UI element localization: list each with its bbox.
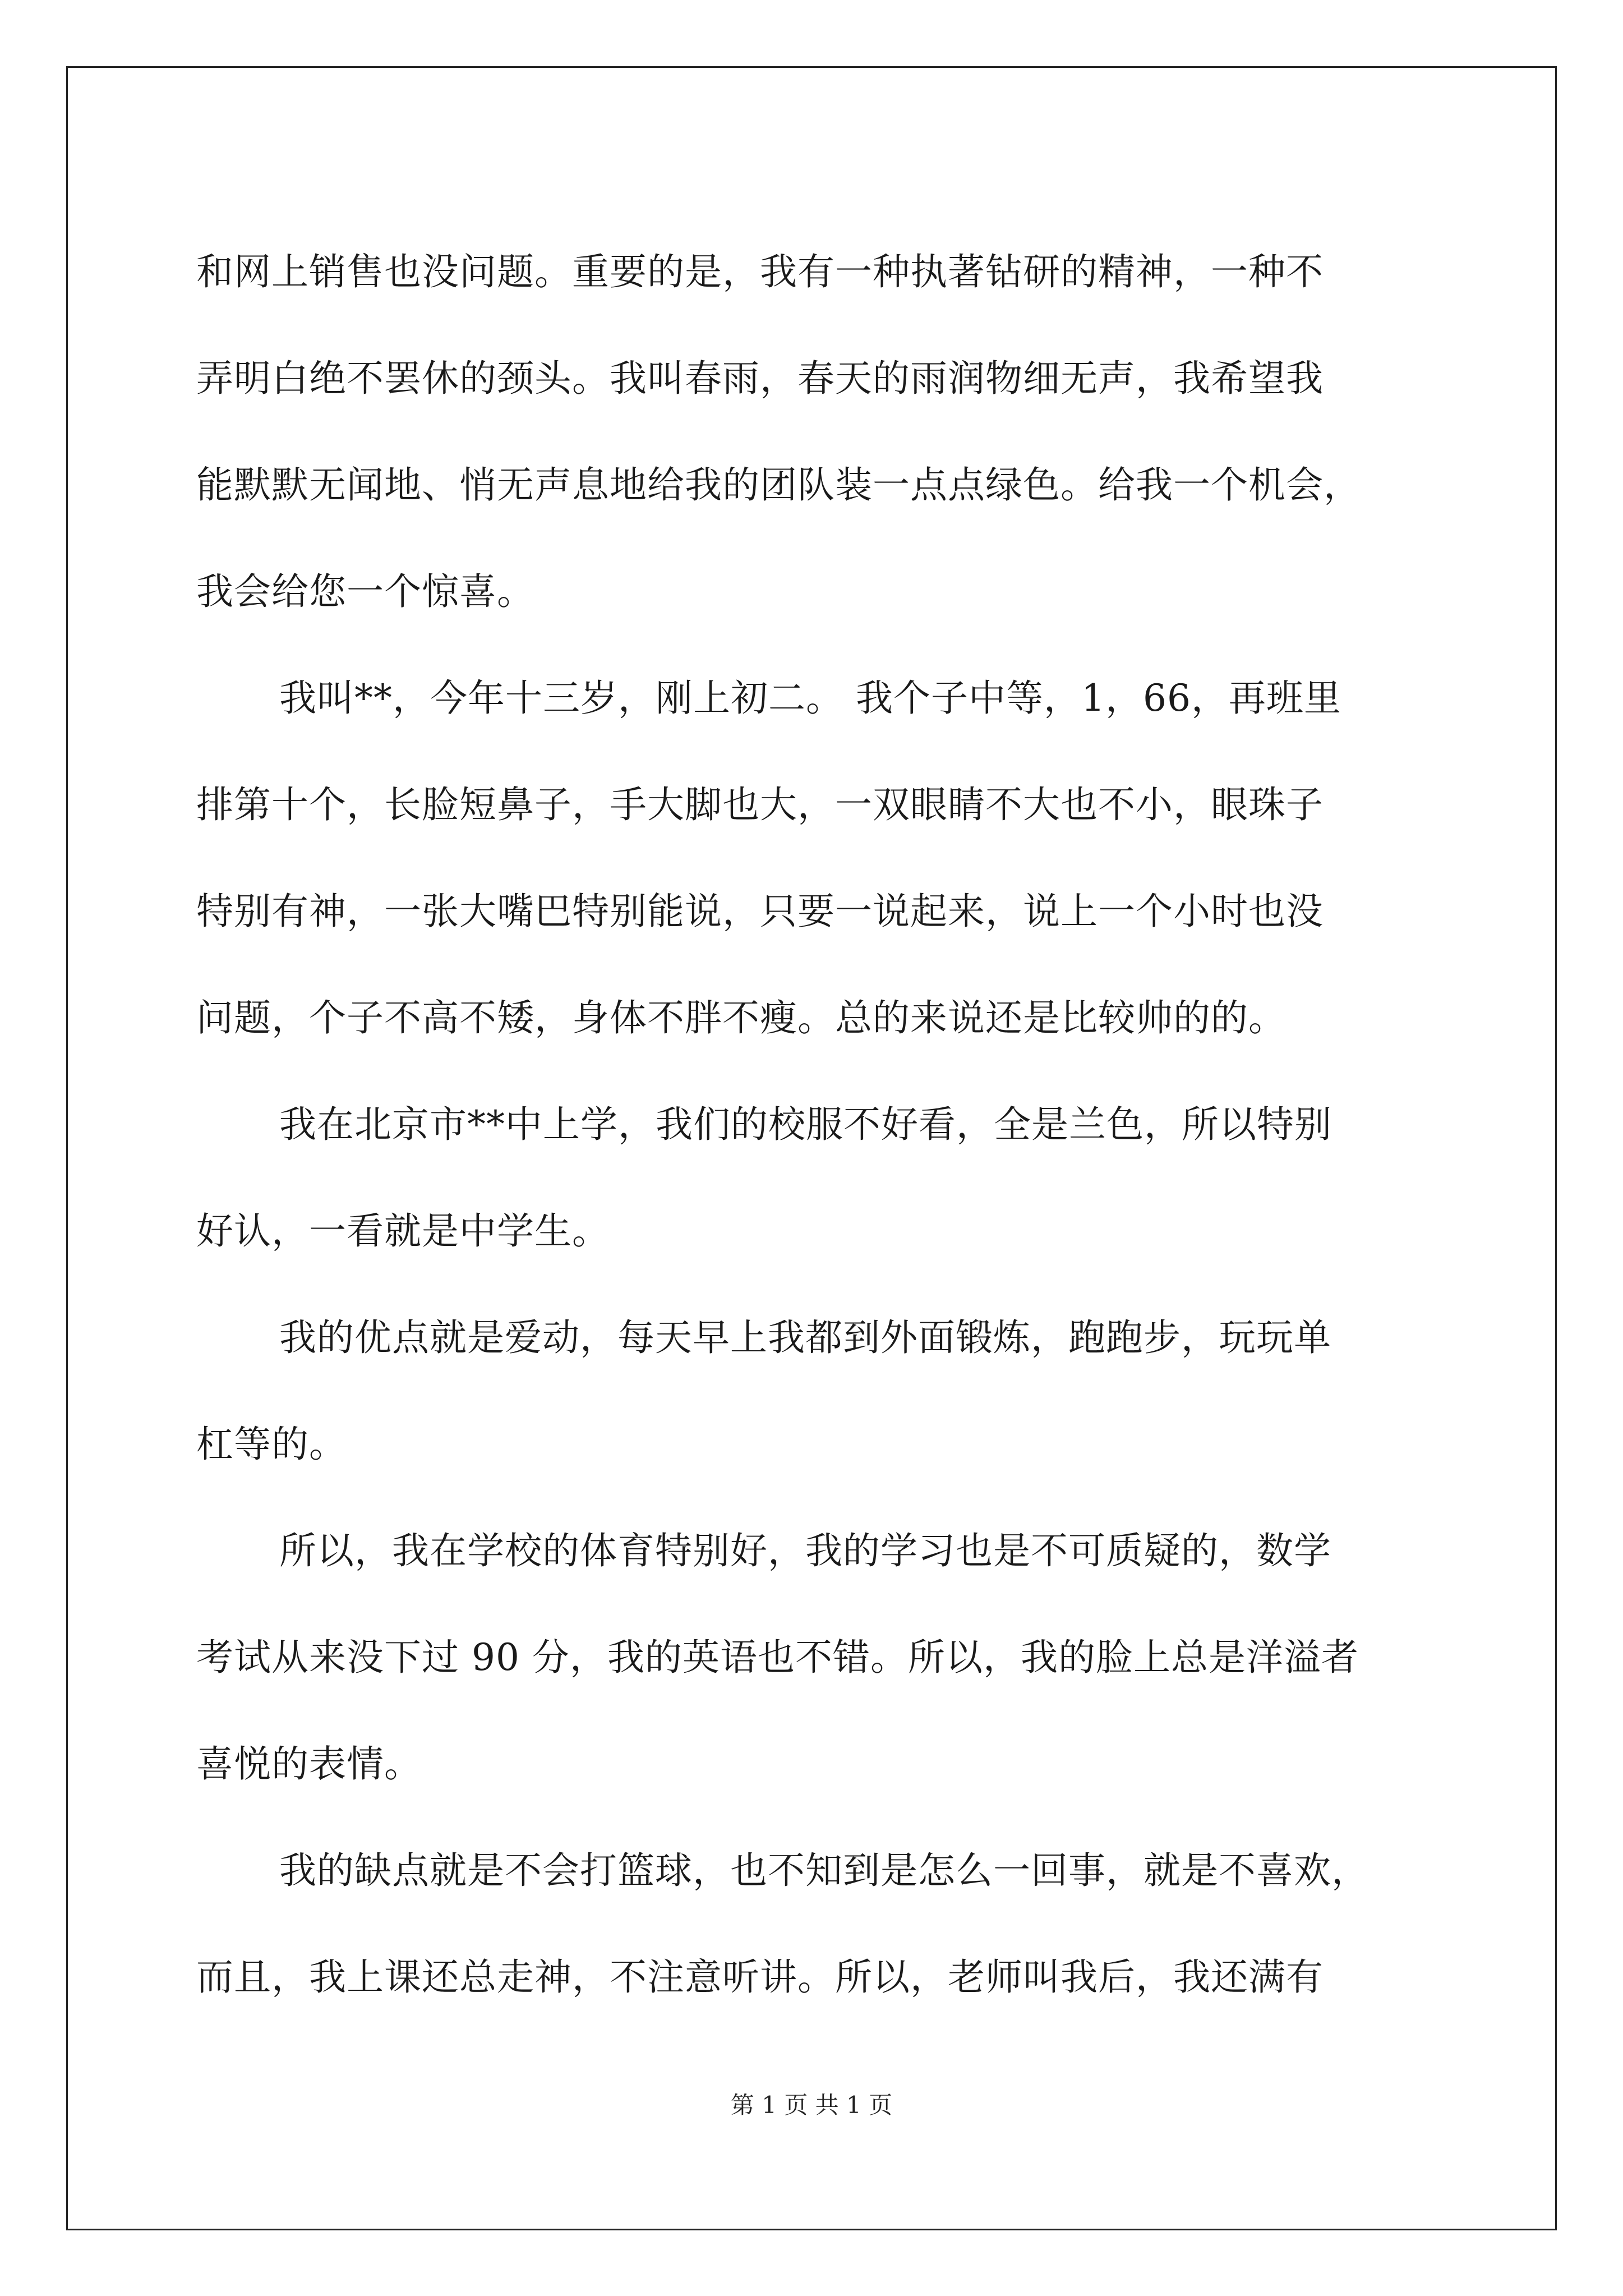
text-line: 能默默无闻地、悄无声息地给我的团队装一点点绿色。给我一个机会， [196, 463, 1361, 507]
text-line: 而且，我上课还总走神，不注意听讲。所以，老师叫我后，我还满有 [196, 1955, 1324, 1999]
text-line: 考试从来没下过 90 分，我的英语也不错。所以，我的脸上总是洋溢者 [196, 1636, 1359, 1679]
text-line: 喜悦的表情。 [196, 1742, 422, 1786]
paragraph-start-line: 我的缺点就是不会打篮球，也不知到是怎么一回事，就是不喜欢， [279, 1849, 1369, 1892]
text-line: 问题，个子不高不矮，身体不胖不瘦。总的来说还是比较帅的的。 [196, 996, 1286, 1039]
text-line: 和网上销售也没问题。重要的是，我有一种执著钻研的精神，一种不 [196, 250, 1324, 293]
paragraph-start-line: 所以，我在学校的体育特别好，我的学习也是不可质疑的，数学 [279, 1529, 1331, 1572]
paragraph-start-line: 我叫**，今年十三岁，刚上初二。 我个子中等，1，66，再班里 [279, 677, 1341, 720]
paragraph-start-line: 我在北京市**中上学，我们的校服不好看，全是兰色，所以特别 [279, 1103, 1332, 1146]
text-line: 杠等的。 [196, 1423, 347, 1466]
text-line: 排第十个，长脸短鼻子，手大脚也大，一双眼睛不大也不小，眼珠子 [196, 783, 1324, 826]
paragraph-start-line: 我的优点就是爱动，每天早上我都到外面锻炼，跑跑步，玩玩单 [279, 1316, 1331, 1359]
text-line: 我会给您一个惊喜。 [196, 570, 534, 613]
text-line: 好认，一看就是中学生。 [196, 1209, 610, 1253]
text-line: 弄明白绝不罢休的颈头。我叫春雨，春天的雨润物细无声，我希望我 [196, 357, 1324, 400]
page-number-footer: 第 1 页 共 1 页 [730, 2091, 893, 2119]
document-body [196, 219, 1430, 2031]
text-line: 特别有神，一张大嘴巴特别能说，只要一说起来，说上一个小时也没 [196, 890, 1324, 933]
